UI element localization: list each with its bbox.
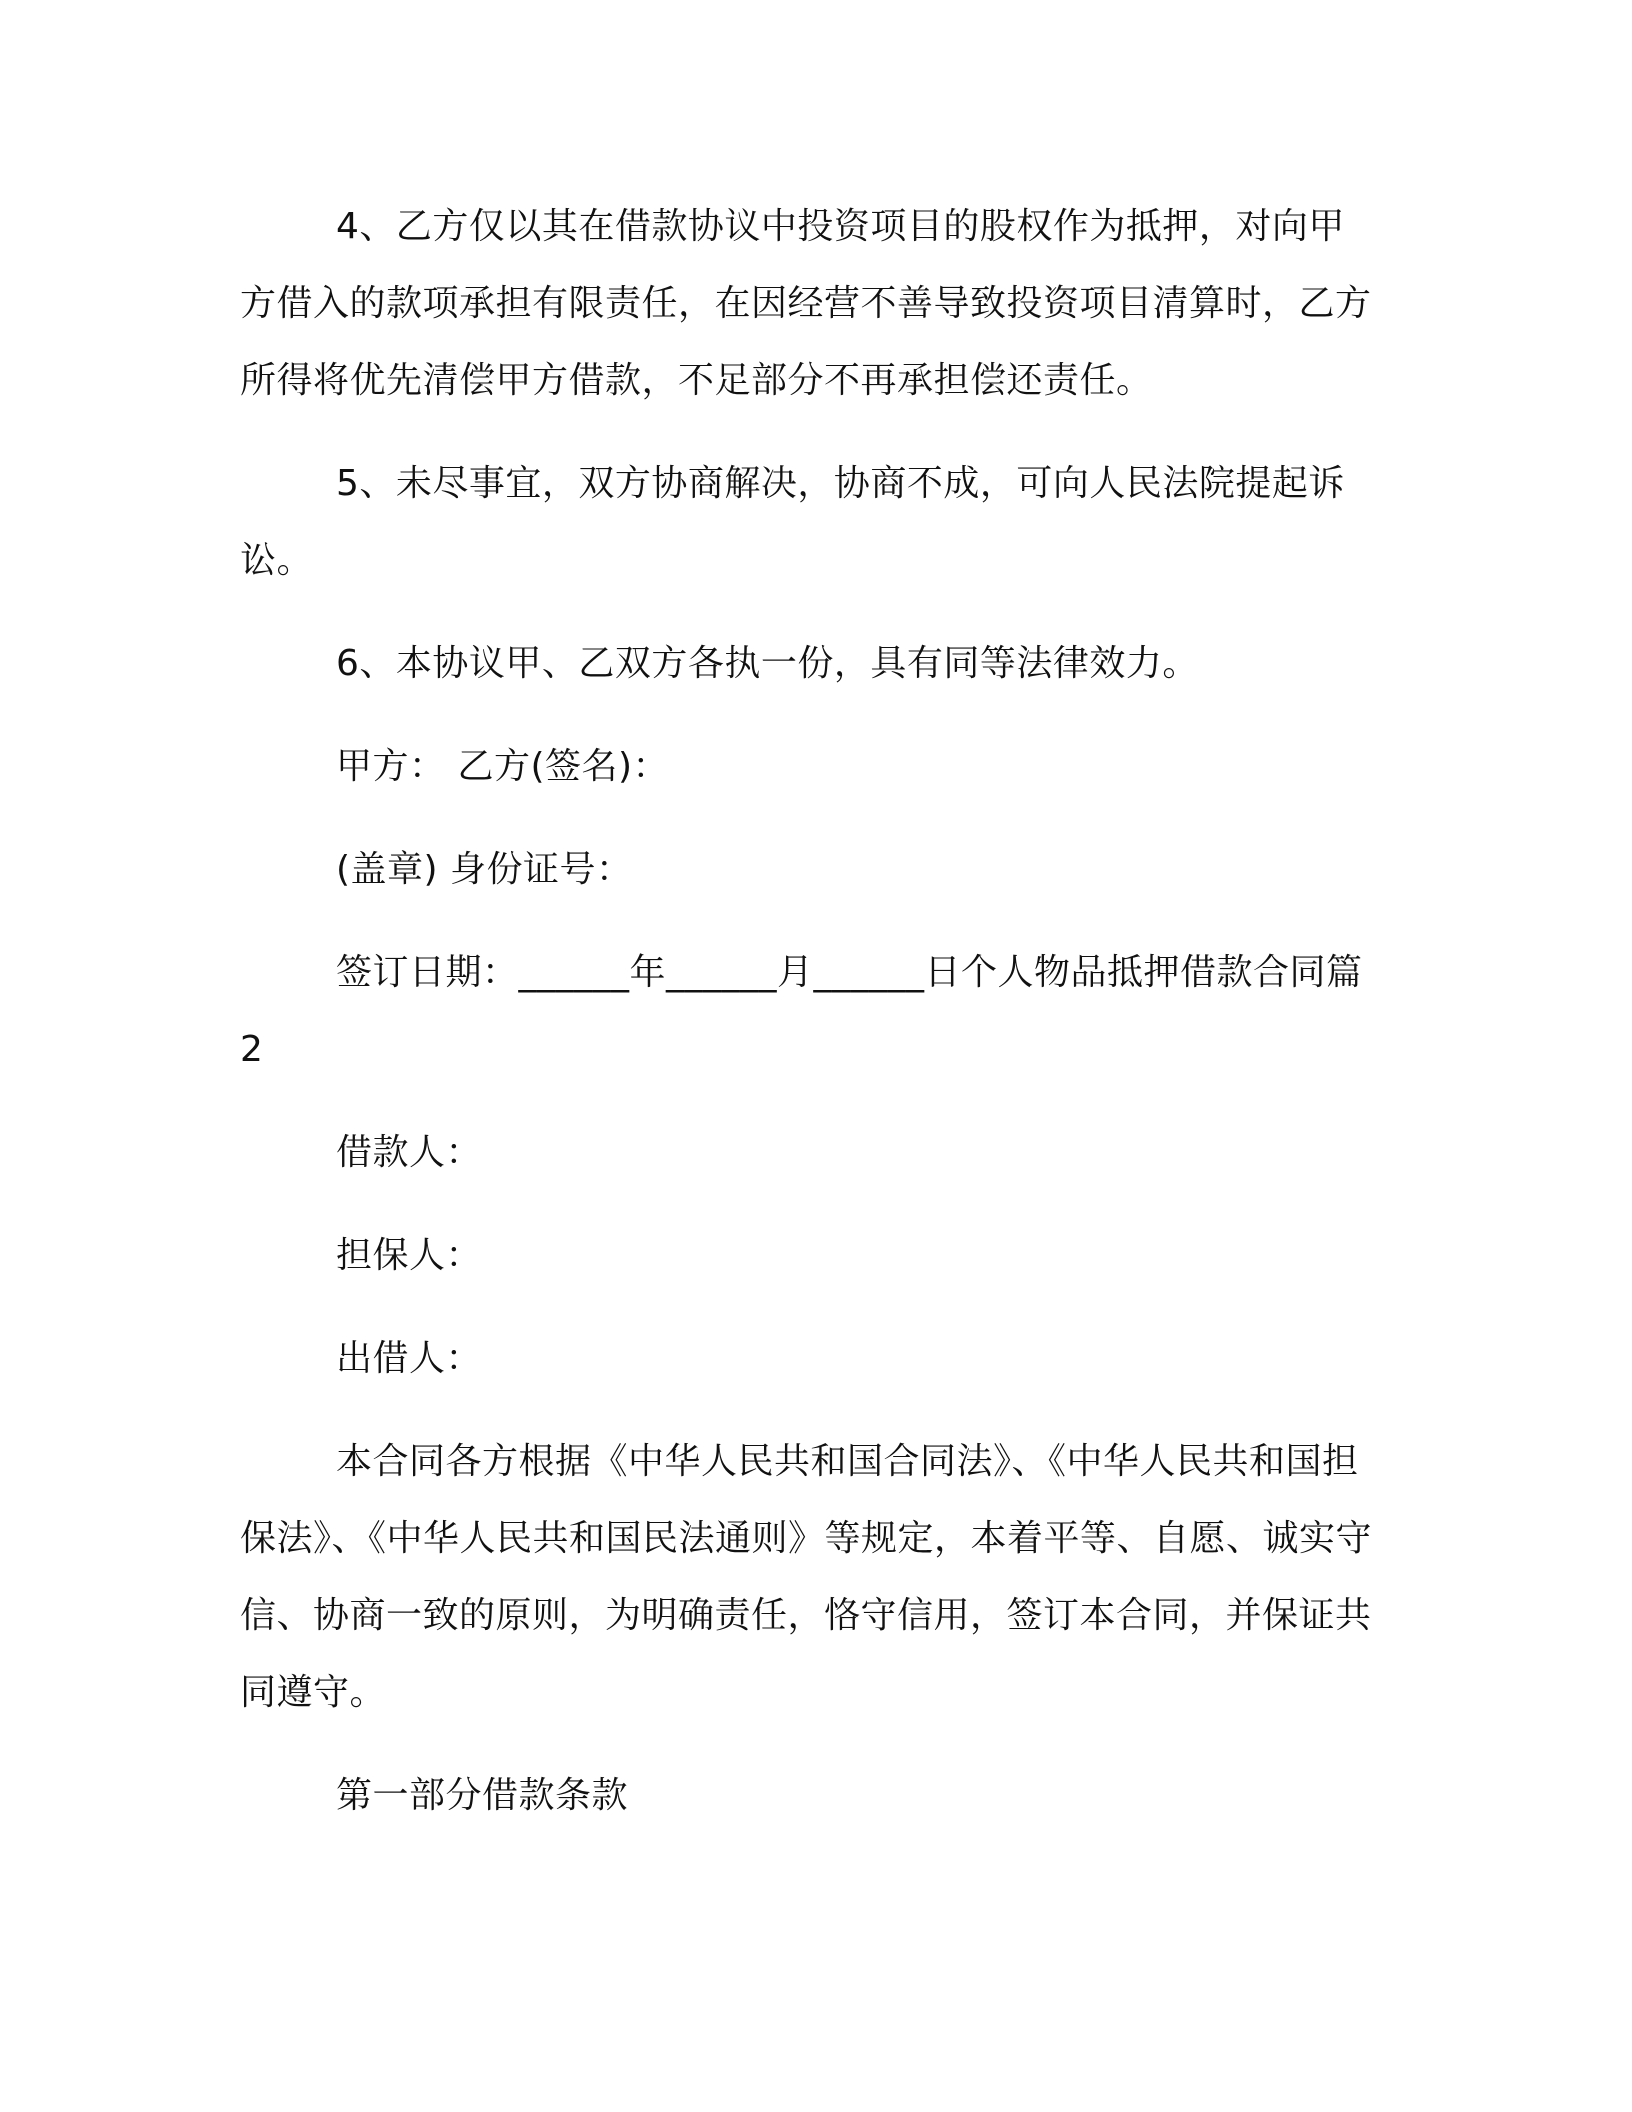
paragraph-spacer [240, 419, 1380, 445]
paragraph-spacer [240, 599, 1380, 625]
paragraph-spacer [240, 1294, 1380, 1320]
signing-date-line: 签订日期：______年______月______日个人物品抵押借款合同篇 2 [240, 952, 1363, 1070]
section-heading: 第一部分借款条款 [336, 1775, 629, 1816]
paragraph-spacer [240, 908, 1380, 934]
paragraph-spacer [240, 805, 1380, 831]
clause-4-paragraph: 4、乙方仅以其在借款协议中投资项目的股权作为抵押，对向甲方借入的款项承担有限责任，在因经营不善导致投资项目清算时，乙方所得将优先清偿甲方借款，不足部分不再承担偿还责任。 [240, 206, 1372, 401]
preamble-paragraph: 本合同各方根据《中华人民共和国合同法》、《中华人民共和国担保法》、《中华人民共和国民法通则》等规定，本着平等、自愿、诚实守信、协商一致的原则，为明确责任，恪守信用，签订本合同，并保证共同遵守。 [240, 1441, 1373, 1713]
paragraph-spacer [240, 1397, 1380, 1423]
borrower-line: 借款人： [336, 1132, 483, 1173]
paragraph-spacer [240, 1191, 1380, 1217]
lender-line: 出借人： [336, 1338, 483, 1379]
paragraph-spacer [240, 1731, 1380, 1757]
document-body [240, 188, 1380, 1834]
signature-party-line: 甲方： 乙方(签名)： [336, 746, 670, 787]
guarantor-line: 担保人： [336, 1235, 483, 1276]
clause-5-paragraph: 5、未尽事宜，双方协商解决，协商不成，可向人民法院提起诉讼。 [240, 463, 1345, 581]
paragraph-spacer [240, 1088, 1380, 1114]
clause-6-paragraph: 6、本协议甲、乙双方各执一份，具有同等法律效力。 [336, 643, 1199, 684]
seal-id-line: (盖章) 身份证号： [336, 849, 633, 890]
paragraph-spacer [240, 702, 1380, 728]
